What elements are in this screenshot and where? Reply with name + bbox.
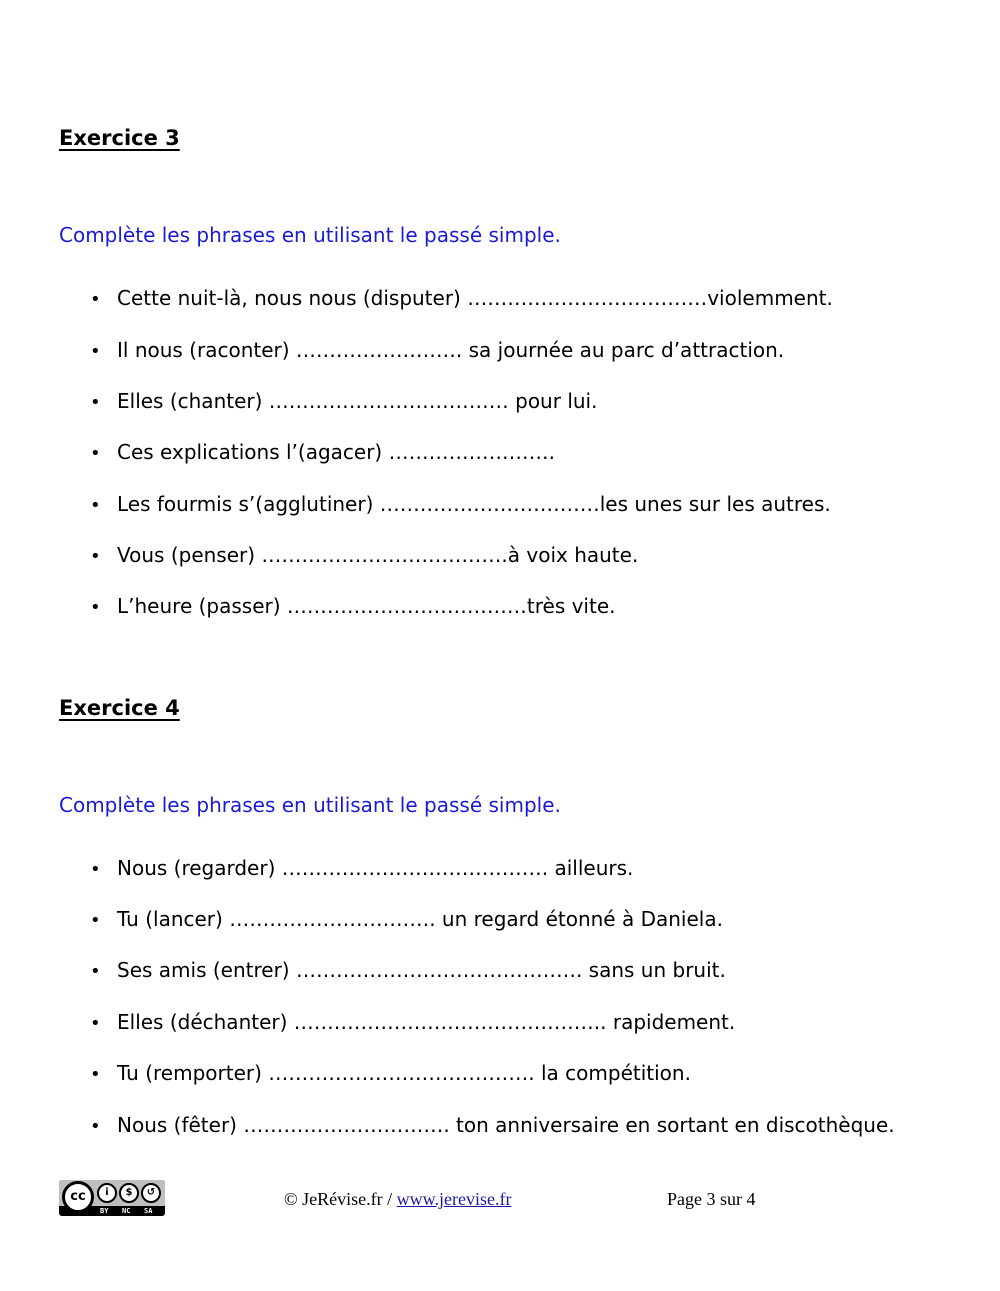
bullet-icon: •: [90, 859, 101, 880]
list-item: [90, 492, 831, 518]
sentence: Tu (lancer) …………………………. un regard étonné à Daniela.: [117, 907, 723, 931]
list-item: [90, 1113, 895, 1139]
sentence: Les fourmis s’(agglutiner) ……………………………les unes sur les autres.: [117, 492, 831, 516]
list-item: [90, 856, 633, 882]
sentence: L’heure (passer) ………………………………très vite.: [117, 594, 616, 618]
cc-by-nc-sa-icon: [59, 1180, 165, 1216]
list-item: [90, 286, 833, 312]
footer-credit: [284, 1189, 511, 1210]
cc-logo-icon: cc: [62, 1181, 94, 1213]
sentence: Elles (déchanter) ……………………………………….. rapidement.: [117, 1010, 736, 1034]
exercise-4-title: Exercice 4: [59, 696, 180, 720]
list-item: [90, 389, 597, 415]
list-item: [90, 440, 555, 466]
bullet-icon: •: [90, 1013, 101, 1034]
bullet-icon: •: [90, 392, 101, 413]
sa-icon: ↺: [141, 1183, 161, 1203]
sentence: Ces explications l’(agacer) …………………….: [117, 440, 555, 464]
list-item: [90, 338, 784, 364]
page-footer: [0, 1180, 1000, 1220]
sentence: Il nous (raconter) ……………………. sa journée au parc d’attraction.: [117, 338, 785, 362]
exercise-4-instruction: Complète les phrases en utilisant le passé simple.: [59, 793, 561, 817]
footer-website-link[interactable]: www.jerevise.fr: [396, 1189, 512, 1209]
bullet-icon: •: [90, 546, 101, 567]
list-item: [90, 907, 723, 933]
license-label-by: BY: [100, 1207, 109, 1215]
sentence: Nous (regarder) …………………………………. ailleurs.: [117, 856, 634, 880]
bullet-icon: •: [90, 443, 101, 464]
footer-copyright: © JeRévise.fr /: [284, 1189, 397, 1209]
page-number: Page 3 sur 4: [667, 1189, 756, 1209]
bullet-icon: •: [90, 1064, 101, 1085]
sentence: Vous (penser) ……………………………….à voix haute.: [117, 543, 639, 567]
bullet-icon: •: [90, 289, 101, 310]
bullet-icon: •: [90, 1116, 101, 1137]
license-label-nc: NC: [122, 1207, 131, 1215]
bullet-icon: •: [90, 910, 101, 931]
list-item: [90, 594, 616, 620]
bullet-icon: •: [90, 341, 101, 362]
list-item: [90, 1010, 735, 1036]
list-item: [90, 1061, 691, 1087]
sentence: Cette nuit-là, nous nous (disputer) ………………………………violemment.: [117, 286, 833, 310]
exercise-3-title: Exercice 3: [59, 126, 180, 150]
nc-icon: $: [119, 1183, 139, 1203]
list-item: [90, 958, 726, 984]
bullet-icon: •: [90, 495, 101, 516]
sentence: Tu (remporter) …………………………………. la compétition.: [117, 1061, 691, 1085]
by-icon: i: [97, 1183, 117, 1203]
list-item: [90, 543, 638, 569]
bullet-icon: •: [90, 961, 101, 982]
sentence: Elles (chanter) ……………………………… pour lui.: [117, 389, 598, 413]
sentence: Ses amis (entrer) ……………………………………. sans un bruit.: [117, 958, 726, 982]
license-label-sa: SA: [144, 1207, 153, 1215]
bullet-icon: •: [90, 597, 101, 618]
sentence: Nous (fêter) …………………………. ton anniversaire en sortant en discothèque.: [117, 1113, 895, 1137]
exercise-3-instruction: Complète les phrases en utilisant le passé simple.: [59, 223, 561, 247]
